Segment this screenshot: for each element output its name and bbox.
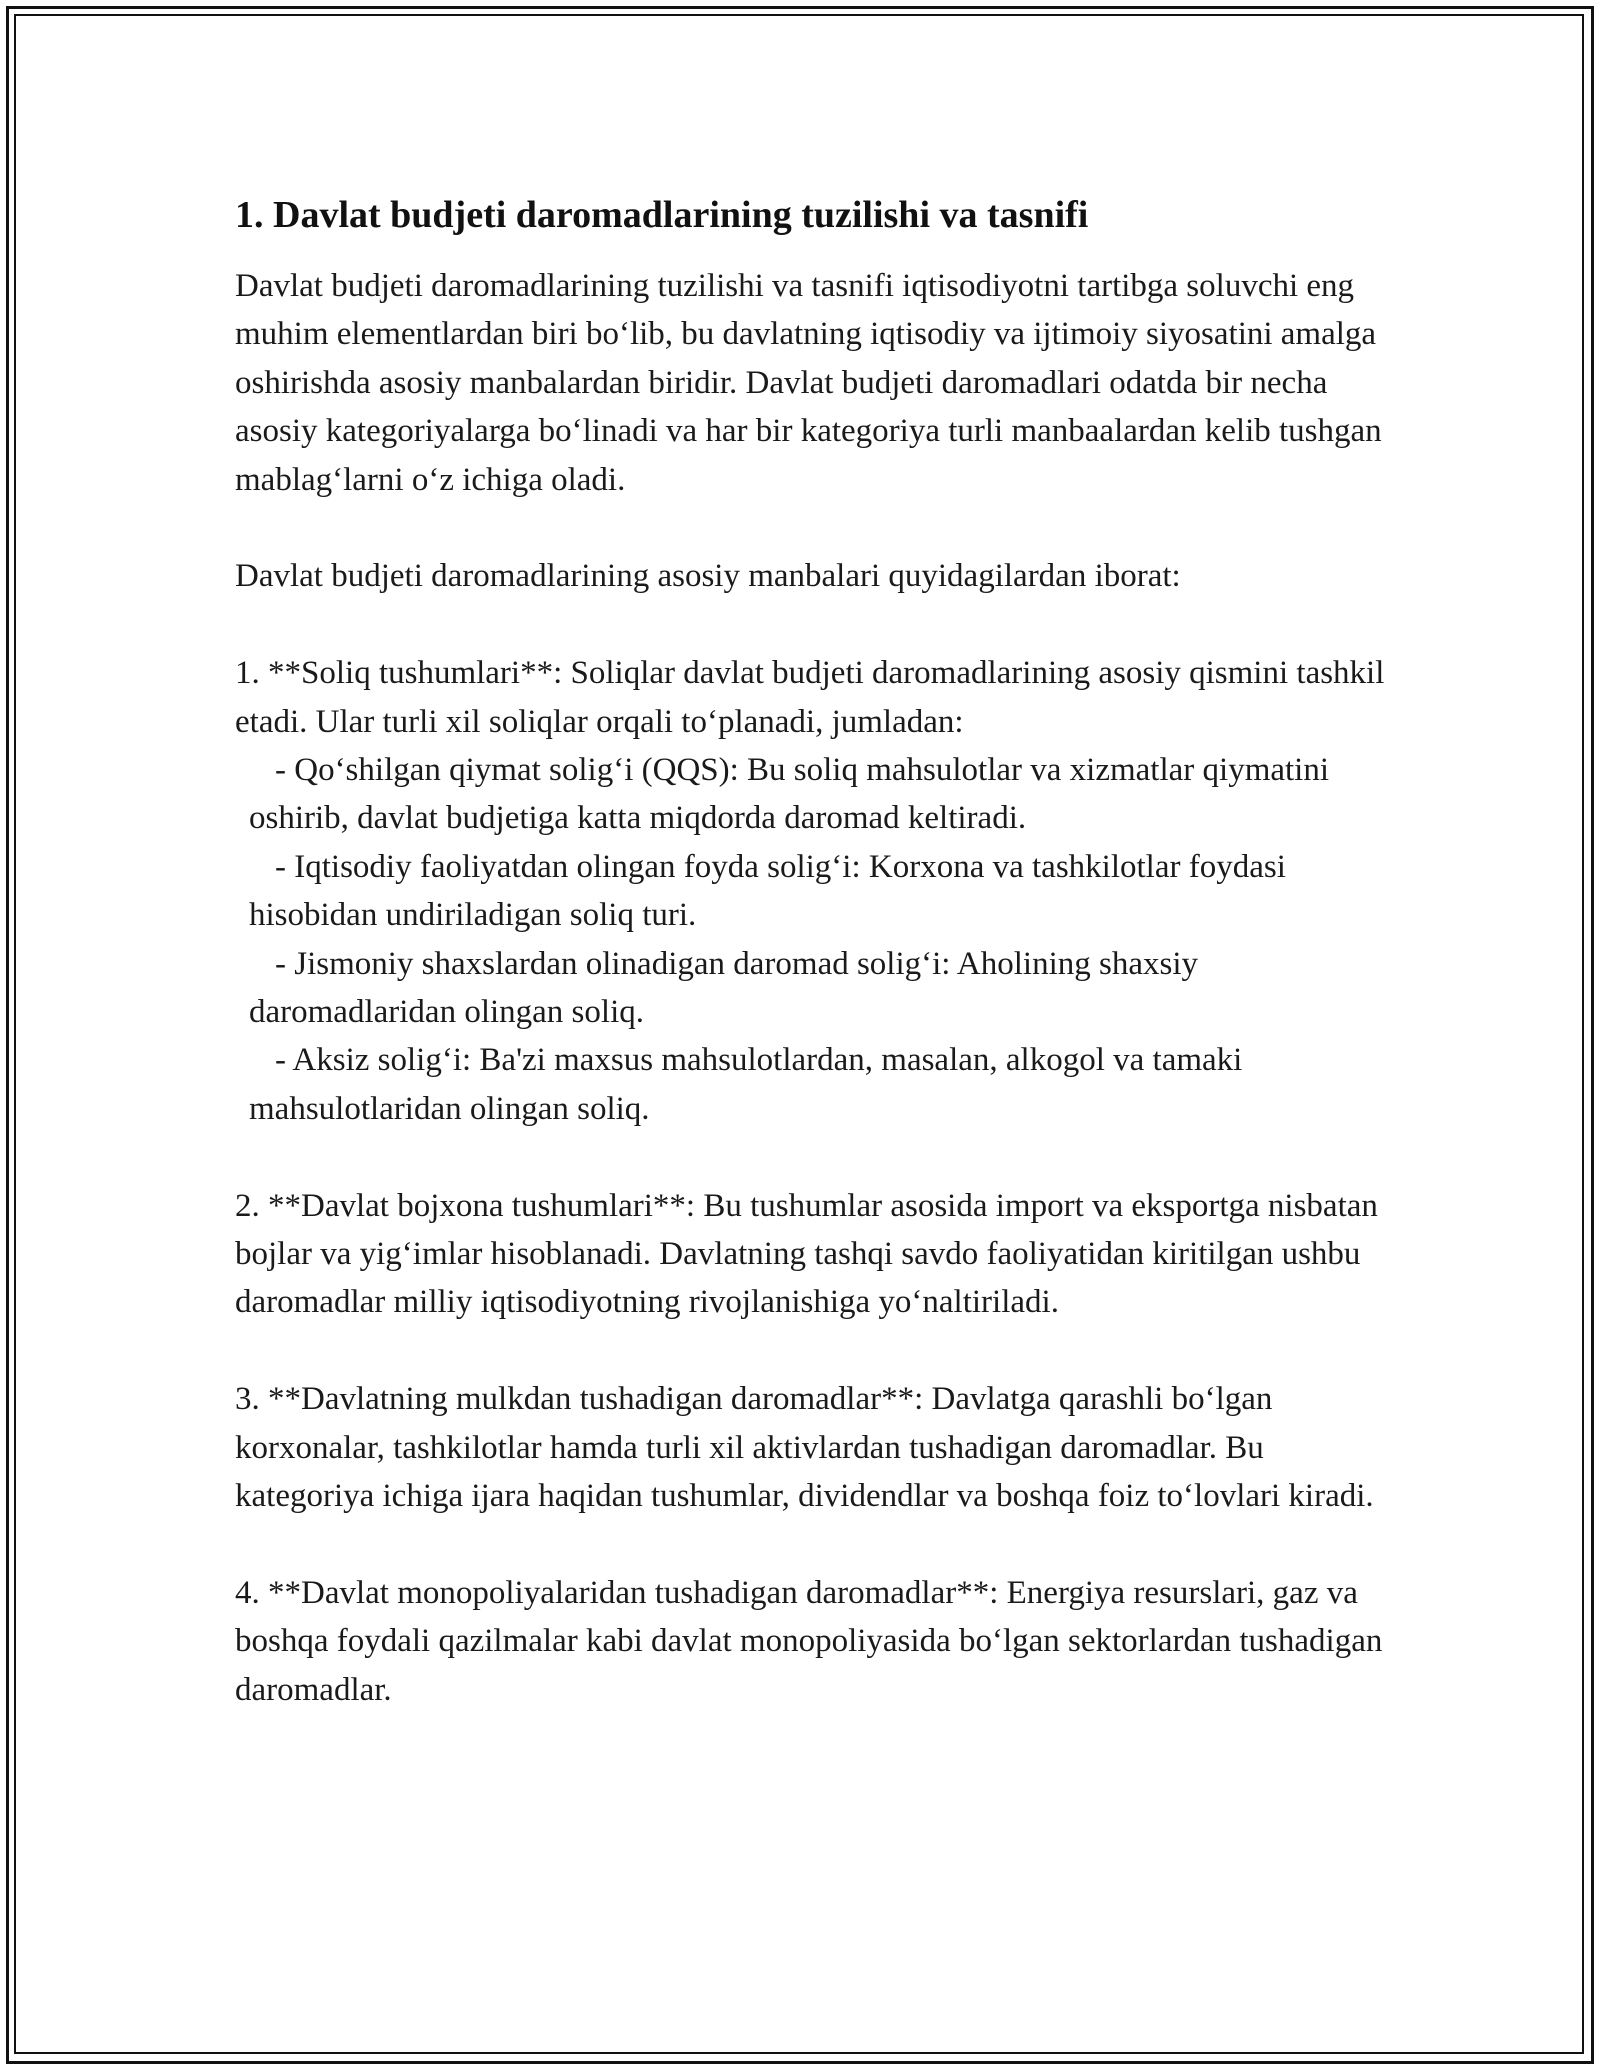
document-body	[235, 188, 1385, 1714]
subitem-text: - Iqtisodiy faoliyatdan olingan foyda solig‘i: Korxona va tashkilotlar foydasi hisobidan undiriladigan soliq turi.	[249, 848, 1286, 934]
paragraph-gap	[235, 1521, 1385, 1569]
subitem-text: - Aksiz solig‘i: Ba'zi maxsus mahsulotlardan, masalan, alkogol va tamaki mahsulotlaridan olingan soliq.	[249, 1042, 1243, 1127]
subitem-foyda-soligi	[235, 843, 1385, 940]
subitem-text: - Qo‘shilgan qiymat solig‘i (QQS): Bu soliq mahsulotlar va xizmatlar qiymatini oshirib, davlat budjetiga katta miqdorda daromad keltiradi.	[249, 752, 1330, 837]
list-item-mulkdan-daromadlar: 3. **Davlatning mulkdan tushadigan daromadlar**: Davlatga qarashli bo‘lgan korxonalar, tashkilotlar hamda turli xil aktivlardan tushadigan daromadlar. Bu kategoriya ichiga ijara haqidan tushumlar, dividendlar va boshqa foiz to‘lovlari kiradi.	[235, 1381, 1374, 1515]
list-item-bojxona-tushumlari: 2. **Davlat bojxona tushumlari**: Bu tushumlar asosida import va eksportga nisbatan bojlar va yig‘imlar hisoblanadi. Davlatning tashqi savdo faoliyatidan kiritilgan ushbu daromadlar milliy iqtisodiyotning rivojlanishiga yo‘naltiriladi.	[235, 1187, 1378, 1321]
paragraph-gap	[235, 504, 1385, 552]
subitem-text: - Jismoniy shaxslardan olinadigan daromad solig‘i: Aholining shaxsiy daromadlaridan olingan soliq.	[249, 945, 1198, 1031]
list-item-soliq-tushumlari: 1. **Soliq tushumlari**: Soliqlar davlat budjeti daromadlarining asosiy qismini tashkil etadi. Ular turli xil soliqlar orqali to‘planadi, jumladan:	[235, 655, 1385, 740]
subitem-qqs	[235, 746, 1385, 843]
intro-paragraph: Davlat budjeti daromadlarining tuzilishi va tasnifi iqtisodiyotni tartibga soluvchi eng muhim elementlardan biri bo‘lib, bu davlatning iqtisodiy va ijtimoiy siyosatini amalga oshirishda asosiy manbalardan biridir. Davlat budjeti daromadlari odatda bir necha asosiy kategoriyalarga bo‘linadi va har bir kategoriya turli manbaalardan kelib tushgan mablag‘larni o‘z ichiga oladi.	[235, 268, 1382, 498]
list-item-monopoliya-daromadlar: 4. **Davlat monopoliyalaridan tushadigan daromadlar**: Energiya resurslari, gaz va boshqa foydali qazilmalar kabi davlat monopoliyasida bo‘lgan sektorlardan tushadigan daromadlar.	[235, 1574, 1383, 1708]
subitem-daromad-soligi	[235, 940, 1385, 1037]
subitem-aksiz-soligi	[235, 1036, 1385, 1133]
paragraph-gap	[235, 1133, 1385, 1181]
section-title: 1. Davlat budjeti daromadlarining tuzilishi va tasnifi	[235, 194, 1089, 236]
lead-paragraph: Davlat budjeti daromadlarining asosiy manbalari quyidagilardan iborat:	[235, 558, 1181, 595]
paragraph-gap	[235, 601, 1385, 649]
paragraph-gap	[235, 1327, 1385, 1375]
